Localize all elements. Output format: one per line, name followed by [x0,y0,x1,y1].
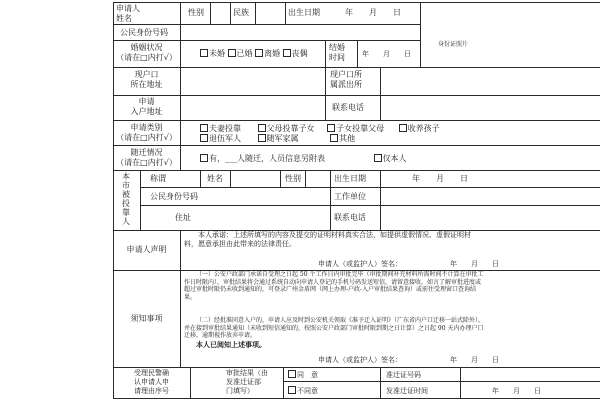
checkbox-parents-to-children[interactable] [258,124,266,132]
checkbox-agree[interactable] [288,370,296,378]
category-label: 申请类别 （请在□内打√） [116,123,177,142]
notice-signature: 申请人（或监护人）签名： 年 月 日 [318,356,499,364]
checkbox-children-to-parents[interactable] [327,124,335,132]
follow-label: 随迁情况 （请在□内打√） [116,148,177,167]
checkbox-married[interactable] [228,49,236,57]
checkbox-self-only[interactable] [374,154,382,162]
sponsor-birth-ymd: 年 月 日 [412,174,468,183]
checkbox-unmarried[interactable] [200,49,208,57]
issue-time-ymd: 年 月 日 [492,387,541,395]
ethnicity-label: 民族 [233,8,249,17]
sponsor-id-label: 公民身份号码 [150,192,198,201]
photo-label: 身份证照片 [438,41,469,48]
sponsor-address-label: 住址 [175,213,191,222]
declaration-signature: 申请人（或监护人）签名： 年 月 日 [318,260,499,268]
birth-date-ymd: 年 月 日 [345,8,401,17]
marriage-time-label: 结婚 时间 [329,43,345,62]
notice-acknowledge: 本人已阅知上述事项。 [196,340,266,349]
agree-option[interactable]: 同 意 [288,370,318,380]
follow-options[interactable]: 有，___人随迁，人员信息另附表 仅本人 [200,154,407,164]
notice-paragraph-2: （二）经批准同意入户的，申请人应及时到公安机关领取《准予迁入证明》（广东省内户口迁移一站式除外），并在接到审批结果通知（未收到短信通知的，按照公安户政部门审批时限到期之日计算）之日起 90 天内办理户口迁移，逾期视作放弃申请。 [184,317,485,339]
gender-label: 性别 [188,8,204,17]
checkbox-veteran[interactable] [200,134,208,142]
birth-date-label: 出生日期 [288,8,320,17]
sponsor-gender-label: 性别 [285,174,301,183]
sponsor-side-label: 本市被投靠人 [122,172,130,226]
marital-options[interactable]: 未婚 已婚 离婚 丧偶 [200,49,308,59]
checkbox-adoption[interactable] [399,124,407,132]
accept-officer-label: 受理民警确 认申请人申 请理由序号 [134,369,169,395]
declaration-label: 申请人声明 [126,245,167,254]
name-label: 申请人 姓名 [116,4,140,23]
apply-address-label: 申请 入户地址 [130,97,163,116]
marriage-time-ymd: 年 月 日 [362,50,411,58]
checkbox-other[interactable] [330,134,338,142]
sponsor-birth-label: 出生日期 [334,174,366,183]
checkbox-disagree[interactable] [288,386,296,394]
issue-time-label: 发准迁证时间 [386,387,428,395]
current-hukou-label: 现户口 所在地址 [130,70,163,89]
sponsor-work-label: 工作单位 [334,192,366,201]
permit-number-label: 准迁证号码 [386,371,421,379]
checkbox-spouse[interactable] [200,124,208,132]
checkbox-military-family[interactable] [258,134,266,142]
marital-status-label: 婚姻状况 （请在□内打√） [116,43,177,62]
checkbox-divorced[interactable] [255,49,263,57]
sponsor-relation-label: 称谓 [150,174,166,183]
notice-label: 须知事项 [130,314,163,323]
checkbox-widowed[interactable] [283,49,291,57]
disagree-option[interactable]: 不同意 [288,386,318,396]
sponsor-phone-label: 联系电话 [334,213,366,222]
id-number-label: 公民身份号码 [120,28,168,37]
contact-phone-label: 联系电话 [332,103,364,112]
declaration-text: 本人承诺：上述所填写的内容及提交的证明材料真实合法，如提供虚假情况、虚假证明材料，愿意承担由此带来的法律责任。 [184,231,471,248]
notice-paragraph-1: （一）公安户政部门承诺自受理之日起 50 个工作日内审批完毕（审批期间补充材料所需时间不计算在审批工作日时限内），审批结果将会通过系统自动向申请人登记的手机号码发送短信，请留意接收。如言了解审批进度或超过审批时限仍未收到通知的，可登录广州金盾网（网上办理-户政-入户审批结果查询）或前往受理窗口查询结果。 [184,271,484,301]
sponsor-name-label: 姓名 [207,174,223,183]
checkbox-with-followers[interactable] [200,154,208,162]
approval-result-label: 审批结果（由 发准迁证部 门填写） [226,369,268,395]
category-options-row2[interactable]: 退伍军人 随军家属 其他 [200,134,355,144]
police-station-label: 现户口所 属派出所 [330,70,362,89]
category-options-row1[interactable]: 夫妻投靠 父母投靠子女 子女投靠父母 收养孩子 [200,124,440,134]
